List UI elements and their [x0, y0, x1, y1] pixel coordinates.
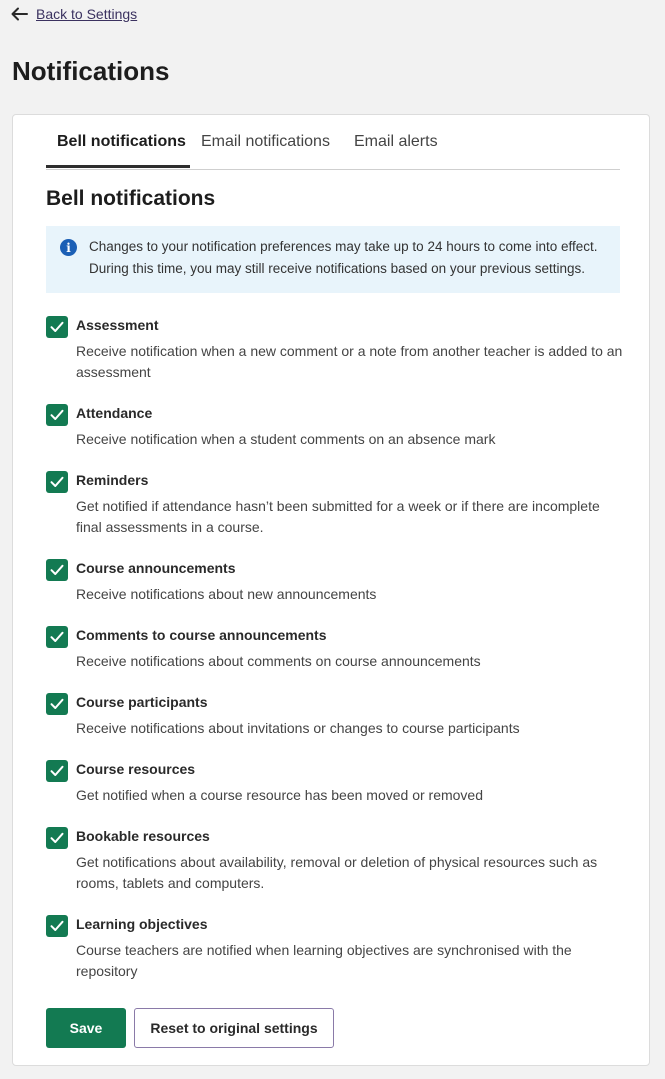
- option-label: Course participants: [76, 694, 208, 710]
- option-label: Learning objectives: [76, 916, 208, 932]
- checkmark-icon: [50, 321, 64, 333]
- assessment-checkbox[interactable]: [46, 316, 68, 338]
- attendance-checkbox[interactable]: [46, 404, 68, 426]
- option-label: Assessment: [76, 317, 159, 333]
- reset-to-original-settings-button[interactable]: Reset to original settings: [134, 1008, 334, 1048]
- back-to-settings-link[interactable]: [11, 6, 137, 22]
- option-description: Receive notifications about comments on course announcements: [76, 653, 481, 669]
- notifications-card: [12, 114, 650, 1066]
- section-title: Bell notifications: [46, 187, 216, 210]
- option-label: Reminders: [76, 472, 149, 488]
- info-icon: i: [60, 239, 77, 256]
- tab-bell-notifications[interactable]: Bell notifications: [57, 133, 186, 150]
- tab-bar: [46, 115, 620, 170]
- course-participants-checkbox[interactable]: [46, 693, 68, 715]
- checkmark-icon: [50, 476, 64, 488]
- checkmark-icon: [50, 409, 64, 421]
- option-description: Get notified if attendance hasn’t been submitted for a week or if there are incomplete final assessments in a course.: [76, 498, 600, 535]
- option-description: Get notified when a course resource has been moved or removed: [76, 787, 484, 803]
- checkmark-icon: [50, 765, 64, 777]
- active-tab-indicator: [46, 165, 190, 168]
- checkmark-icon: [50, 832, 64, 844]
- page-title: Notifications: [12, 56, 170, 86]
- option-description: Course teachers are notified when learning objectives are synchronised with the repository: [76, 942, 572, 979]
- comments-to-course-announcements-checkbox[interactable]: [46, 626, 68, 648]
- option-description: Receive notifications about invitations or changes to course participants: [76, 720, 520, 736]
- back-link-label: Back to Settings: [36, 6, 138, 22]
- checkmark-icon: [50, 698, 64, 710]
- option-description: Receive notification when a student comments on an absence mark: [76, 431, 496, 447]
- tab-email-notifications[interactable]: Email notifications: [201, 133, 330, 150]
- info-banner-text: Changes to your notification preferences may take up to 24 hours to come into effect. During this time, you may still receive notifications based on your previous settings.: [89, 239, 598, 276]
- option-description: Receive notification when a new comment or a note from another teacher is added to an assessment: [76, 343, 623, 380]
- option-description: Receive notifications about new announcements: [76, 586, 377, 602]
- course-announcements-checkbox[interactable]: [46, 559, 68, 581]
- checkmark-icon: [50, 920, 64, 932]
- info-banner: [46, 226, 620, 293]
- option-label: Comments to course announcements: [76, 627, 327, 643]
- tab-email-alerts[interactable]: Email alerts: [354, 133, 438, 150]
- option-label: Bookable resources: [76, 828, 210, 844]
- option-label: Course resources: [76, 761, 196, 777]
- learning-objectives-checkbox[interactable]: [46, 915, 68, 937]
- checkmark-icon: [50, 631, 64, 643]
- course-resources-checkbox[interactable]: [46, 760, 68, 782]
- option-description: Get notifications about availability, removal or deletion of physical resources such as rooms, tablets and computers.: [76, 854, 598, 891]
- arrow-left-icon: [11, 7, 28, 21]
- reminders-checkbox[interactable]: [46, 471, 68, 493]
- option-label: Attendance: [76, 405, 153, 421]
- option-label: Course announcements: [76, 560, 236, 576]
- bookable-resources-checkbox[interactable]: [46, 827, 68, 849]
- checkmark-icon: [50, 564, 64, 576]
- save-button[interactable]: Save: [46, 1008, 126, 1048]
